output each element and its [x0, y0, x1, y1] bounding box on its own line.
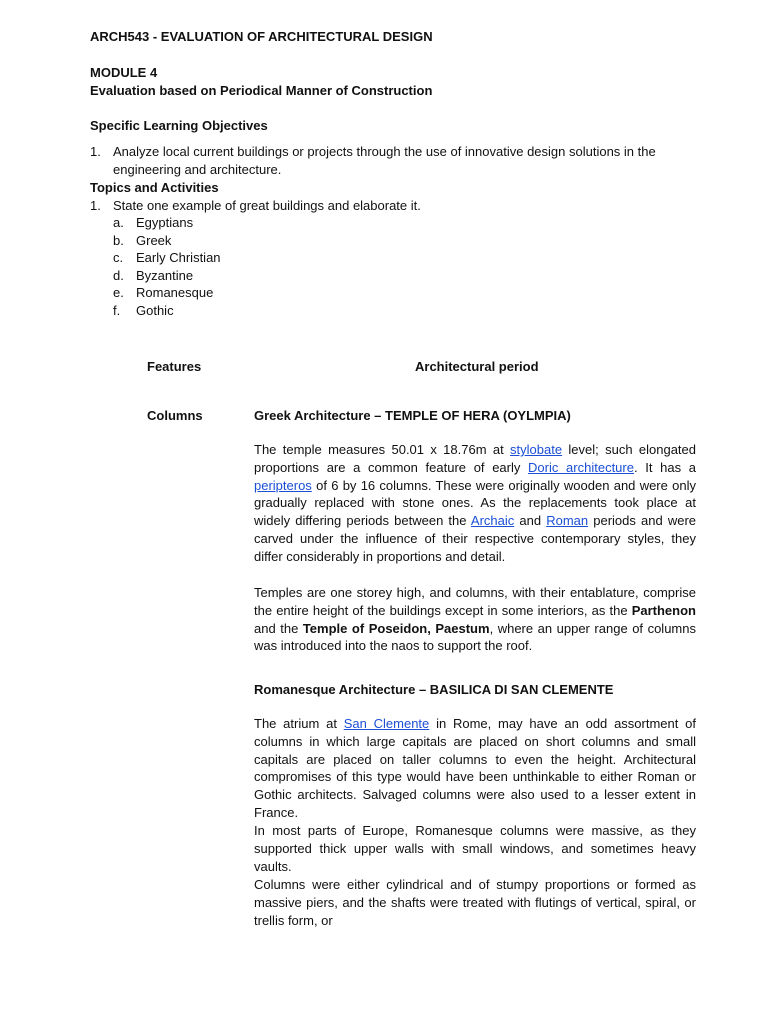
link-peripteros[interactable]: peripteros — [254, 477, 312, 493]
list-letter: c. — [113, 250, 124, 265]
feature-columns: Columns — [147, 408, 203, 423]
list-label: Byzantine — [136, 267, 194, 283]
list-label: Greek — [136, 232, 172, 248]
link-san-clemente[interactable]: San Clemente — [343, 716, 430, 731]
list-label: Gothic — [136, 302, 174, 318]
table-header-period: Architectural period — [415, 359, 539, 374]
romanesque-paragraph-1: The atrium at San Clemente in Rome, may have an odd assortment of columns in which large capitals are placed on short columns and small capitals are placed on taller columns to even the height. Architectural compromises of this type would have been unthinkable to either Roman or Gothic architects. Salvaged columns were also used to a lesser extent in France. — [254, 716, 696, 820]
greek-paragraph-1: The temple measures 50.01 x 18.76m at stylobate level; such elongated proportions are a common feature of early Doric architecture. It has a peripteros of 6 by 16 columns. These were originally wooden and were only gradually replaced with stone ones. As the replacements took place at widely differing periods between the Archaic and Roman periods and were carved under the influence of their respective contemporary styles, they differ considerably in proportions and detail. — [254, 442, 696, 564]
romanesque-paragraph-3: Columns were either cylindrical and of stumpy proportions or formed as massive piers, and the shafts were treated with flutings of vertical, spiral, or trellis form, or — [254, 877, 696, 928]
link-stylobate[interactable]: stylobate — [510, 442, 563, 457]
link-archaic[interactable]: Archaic — [470, 513, 515, 529]
list-letter: e. — [113, 285, 124, 300]
list-letter: d. — [113, 267, 124, 283]
table-header-features: Features — [147, 359, 202, 374]
topics-heading: Topics and Activities — [90, 180, 219, 195]
greek-paragraph-2: Temples are one storey high, and columns, with their entablature, comprise the entire height of the buildings except in some interiors, as the Parthenon and the Temple of Poseidon, Paestum, where an upper range of columns was introduced into the naos to support the roof. — [254, 585, 696, 654]
module-subtitle: Evaluation based on Periodical Manner of Construction — [90, 83, 433, 98]
romanesque-heading: Romanesque Architecture – BASILICA DI SAN CLEMENTE — [254, 682, 614, 697]
poseidon-bold: Temple of Poseidon, Paestum — [302, 620, 490, 636]
link-doric-architecture[interactable]: Doric architecture — [528, 459, 634, 475]
objective-number: 1. — [90, 144, 101, 159]
list-letter: b. — [113, 232, 124, 248]
topic-number: 1. — [90, 198, 101, 213]
list-label: Egyptians — [136, 215, 194, 230]
objectives-heading: Specific Learning Objectives — [90, 118, 268, 133]
topic-text: State one example of great buildings and elaborate it. — [113, 198, 421, 213]
list-letter: f. — [113, 302, 121, 318]
list-label: Early Christian — [136, 250, 221, 265]
link-roman[interactable]: Roman — [546, 513, 589, 529]
list-label: Romanesque — [136, 285, 214, 300]
greek-heading: Greek Architecture – TEMPLE OF HERA (OYLMPIA) — [254, 408, 571, 423]
course-title: ARCH543 - EVALUATION OF ARCHITECTURAL DESIGN — [90, 29, 433, 44]
parthenon-bold: Parthenon — [631, 602, 696, 618]
objective-text: Analyze local current buildings or projects through the use of innovative design solutions in the engineering and architecture. — [113, 144, 656, 177]
objective-item — [90, 143, 690, 178]
topic-item-1 — [90, 197, 421, 214]
list-letter: a. — [113, 215, 124, 230]
module-label: MODULE 4 — [90, 65, 158, 80]
romanesque-paragraph-2: In most parts of Europe, Romanesque columns were massive, as they supported thick upper walls with small windows, and sometimes heavy vaults. — [254, 823, 696, 874]
